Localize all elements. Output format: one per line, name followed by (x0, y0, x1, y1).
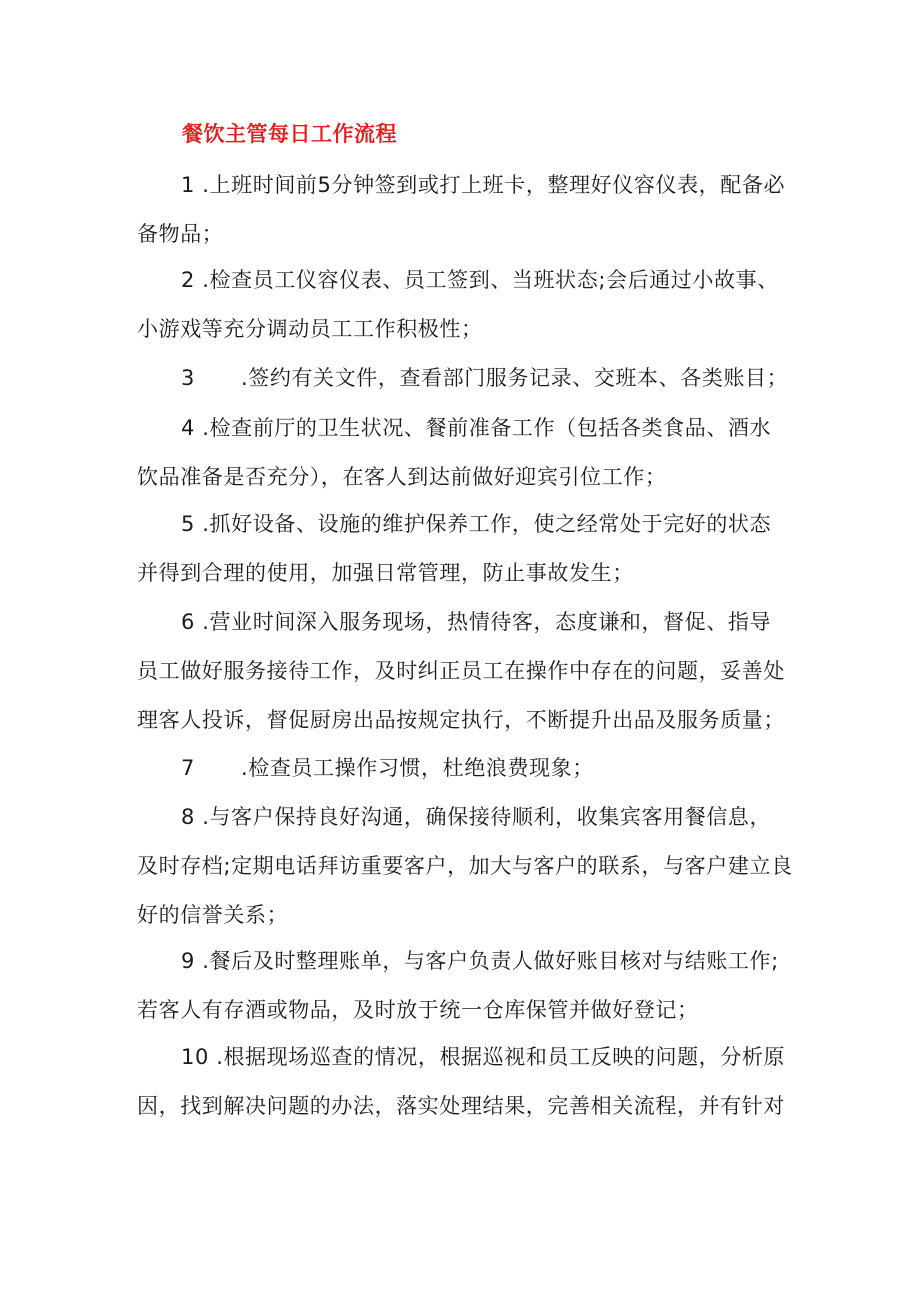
list-item (137, 937, 792, 1035)
item-line: 好的信誉关系； (137, 903, 289, 927)
item-line: 饮品准备是否充分），在客人到达前做好迎宾引位工作； (137, 465, 667, 489)
item-number: 7 (181, 756, 195, 780)
item-number: 4 (181, 416, 195, 440)
item-line (137, 598, 792, 647)
item-line (137, 937, 792, 986)
item-number: 8 (181, 805, 195, 829)
item-line: 备物品； (137, 222, 224, 246)
item-number: 6 (181, 610, 195, 634)
item-text: .检查员工操作习惯，杜绝浪费现象； (240, 756, 594, 780)
list-item (137, 256, 792, 354)
item-text: .上班时间前5分钟签到或打上班卡，整理好仪容仪表，配备必 (202, 173, 786, 197)
list-item (137, 161, 792, 259)
list-item (137, 744, 792, 793)
list-item (137, 354, 792, 403)
item-number: 9 (181, 949, 195, 973)
item-text: .根据现场巡查的情况，根据巡视和员工反映的问题，分析原 (216, 1045, 786, 1069)
item-line (137, 404, 792, 453)
item-line (137, 500, 792, 549)
item-line (137, 793, 792, 842)
item-text: .签约有关文件，查看部门服务记录、交班本、各类账目； (240, 366, 789, 390)
item-text: .抓好设备、设施的维护保养工作，使之经常处于完好的状态 (202, 512, 772, 536)
item-line (137, 161, 792, 210)
item-number: 5 (181, 512, 195, 536)
list-item (137, 500, 792, 598)
item-line: 因，找到解决问题的办法，落实处理结果，完善相关流程，并有针对 (137, 1094, 785, 1118)
item-line (137, 1033, 792, 1082)
item-line (137, 256, 792, 305)
list-item (137, 1033, 792, 1131)
item-line: 并得到合理的使用，加强日常管理，防止事故发生； (137, 561, 634, 585)
item-line: 员工做好服务接待工作，及时纠正员工在操作中存在的问题，妥善处 (137, 659, 785, 683)
item-text: .与客户保持良好沟通，确保接待顺利，收集宾客用餐信息， (202, 805, 772, 829)
item-number: 3 (181, 366, 195, 390)
item-text: .营业时间深入服务现场，热情待客，态度谦和，督促、指导 (202, 610, 772, 634)
list-item (137, 598, 792, 745)
list-item (137, 404, 792, 502)
document-title: 餐饮主管每日工作流程 (182, 122, 397, 146)
item-line (137, 744, 792, 793)
item-line: 及时存档;定期电话拜访重要客户，加大与客户的联系，与客户建立良 (137, 854, 793, 878)
item-line: 若客人有存酒或物品，及时放于统一仓库保管并做好登记； (137, 998, 699, 1022)
item-number: 2 (181, 268, 195, 292)
item-text: .餐后及时整理账单，与客户负责人做好账目核对与结账工作; (202, 949, 779, 973)
list-item (137, 793, 792, 940)
item-text: .检查前厅的卫生状况、餐前准备工作（包括各类食品、酒水 (202, 416, 772, 440)
item-line (137, 354, 792, 403)
item-number: 10 (181, 1045, 209, 1069)
item-line: 小游戏等充分调动员工工作积极性； (137, 317, 483, 341)
item-line: 理客人投诉，督促厨房出品按规定执行，不断提升出品及服务质量； (137, 708, 785, 732)
item-text: .检查员工仪容仪表、员工签到、当班状态;会后通过小故事、 (202, 268, 779, 292)
item-number: 1 (181, 173, 195, 197)
